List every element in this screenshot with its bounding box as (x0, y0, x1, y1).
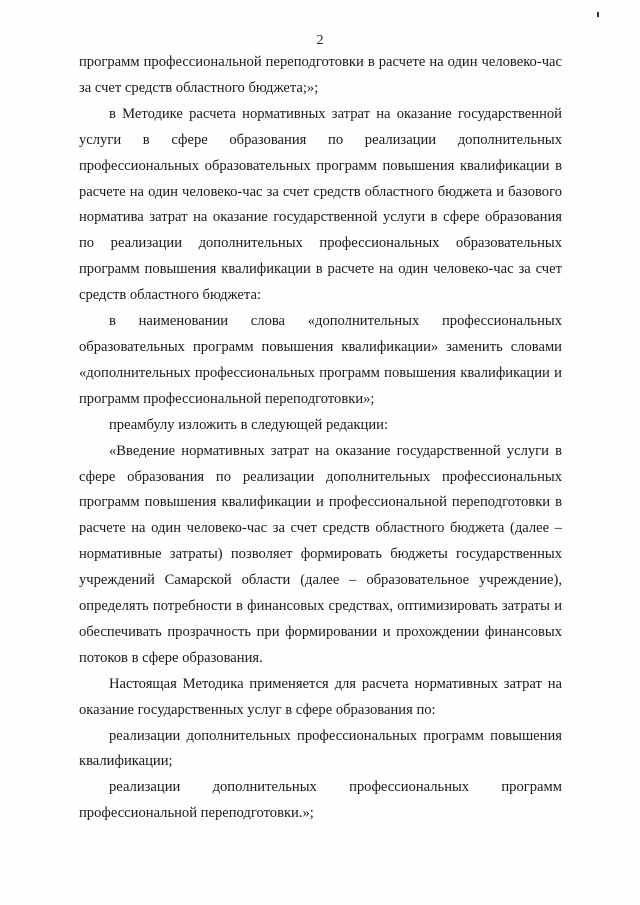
paragraph-5: «Введение нормативных затрат на оказание государственной услуги в сфере образования по реализации дополнительных профессиональных программ повышения квалификации и профессиональной переподготовки в расчете на один человеко-час за счет средств областного бюджета (далее – нормативные затраты) позволяет формировать бюджеты государственных учреждений Самарской области (далее – образовательное учреждение), определять потребности в финансовых средствах, оптимизировать затраты и обеспечивать прозрачность при формировании и прохождении финансовых потоков в сфере образования. (79, 442, 562, 666)
paragraph-1: программ профессиональной переподготовки в расчете на один человеко-час за счет средств областного бюджета;»; (79, 54, 562, 96)
scan-mark (597, 12, 599, 17)
document-body (79, 50, 562, 827)
paragraph-6: Настоящая Методика применяется для расчета нормативных затрат на оказание государственных услуг в сфере образования по: (79, 675, 562, 718)
paragraph-4: преамбулу изложить в следующей редакции: (109, 416, 389, 433)
paragraph-8: реализации дополнительных профессиональных программ профессиональной переподготовки.»; (79, 779, 562, 822)
paragraph-2: в Методике расчета нормативных затрат на оказание государственной услуги в сфере образования по реализации дополнительных профессиональных образовательных программ повышения квалификации в расчете на один человеко-час за счет средств областного бюджета и базового норматива затрат на оказание государственной услуги в сфере образования по реализации дополнительных профессиональных образовательных программ повышения квалификации в расчете на один человеко-час за счет средств областного бюджета: (79, 105, 562, 304)
paragraph-7: реализации дополнительных профессиональных программ повышения квалификации; (79, 727, 562, 770)
paragraph-3: в наименовании слова «дополнительных профессиональных образовательных программ повышения квалификации» заменить словами «дополнительных профессиональных программ повышения квалификации и программ профессиональной переподготовки»; (79, 313, 562, 407)
page-number: 2 (316, 33, 324, 48)
